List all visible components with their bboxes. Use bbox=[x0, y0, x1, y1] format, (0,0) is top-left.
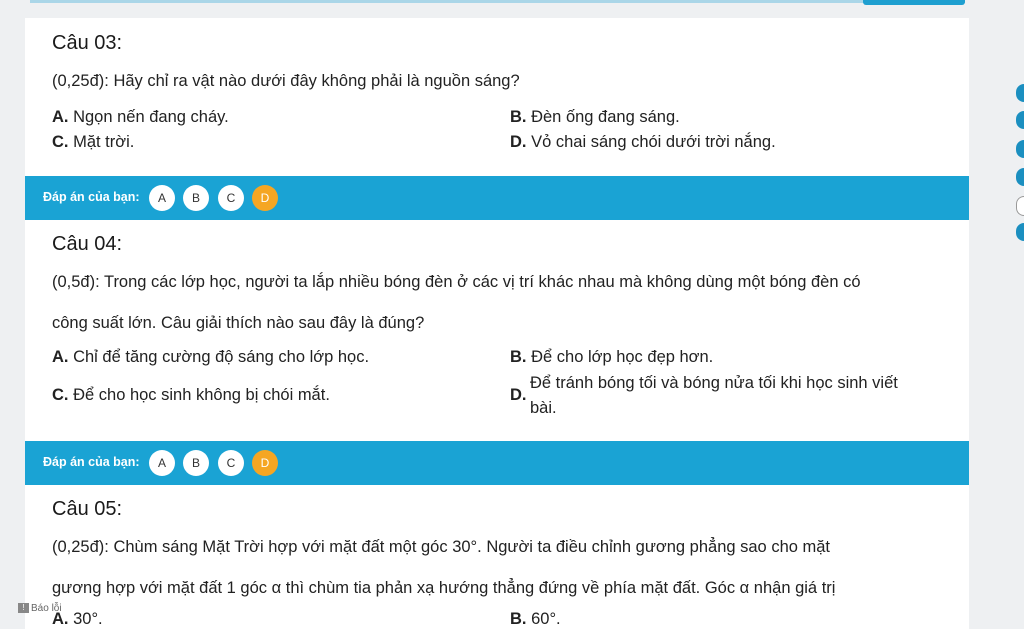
question-text: (0,25đ): Hãy chỉ ra vật nào dưới đây không phải là nguồn sáng? bbox=[52, 72, 520, 90]
choice-c[interactable]: C bbox=[218, 450, 244, 476]
question-title: Câu 04: bbox=[52, 233, 123, 255]
choice-a[interactable]: A bbox=[149, 185, 175, 211]
nav-dot-6[interactable] bbox=[1016, 223, 1024, 241]
question-card-05 bbox=[25, 485, 969, 629]
option-d-text-line1: Để tránh bóng tối và bóng nửa tối khi học sinh viết bbox=[530, 374, 898, 392]
question-text-line1: (0,5đ): Trong các lớp học, người ta lắp nhiều bóng đèn ở các vị trí khác nhau mà không dùng một bóng đèn có bbox=[52, 273, 861, 291]
choice-b[interactable]: B bbox=[183, 450, 209, 476]
choice-b[interactable]: B bbox=[183, 185, 209, 211]
alert-icon: ! bbox=[18, 603, 29, 613]
choice-c[interactable]: C bbox=[218, 185, 244, 211]
nav-dot-4[interactable] bbox=[1016, 168, 1024, 186]
question-text-line2: gương hợp với mặt đất 1 góc α thì chùm tia phản xạ hướng thẳng đứng về phía mặt đất. Góc α nhận giá trị bbox=[52, 579, 836, 597]
question-text-line2: công suất lớn. Câu giải thích nào sau đây là đúng? bbox=[52, 314, 425, 332]
option-a: A. Chỉ để tăng cường độ sáng cho lớp học. bbox=[52, 348, 370, 366]
report-error-link[interactable] bbox=[18, 603, 62, 614]
option-b: B. 60°. bbox=[510, 610, 561, 628]
option-d: D. Vỏ chai sáng chói dưới trời nắng. bbox=[510, 133, 776, 151]
option-b: B. Đèn ống đang sáng. bbox=[510, 108, 680, 126]
top-edge bbox=[0, 0, 1024, 4]
option-b: B. Để cho lớp học đẹp hơn. bbox=[510, 348, 714, 366]
question-card-04 bbox=[25, 220, 969, 441]
question-card-03 bbox=[25, 18, 969, 176]
option-c: C. Mặt trời. bbox=[52, 133, 135, 151]
question-text-line1: (0,25đ): Chùm sáng Mặt Trời hợp với mặt đất một góc 30°. Người ta điều chỉnh gương phẳng sao cho mặt bbox=[52, 538, 831, 556]
choice-d-selected[interactable]: D bbox=[252, 185, 278, 211]
option-a: A. Ngọn nến đang cháy. bbox=[52, 108, 229, 126]
nav-dot-3[interactable] bbox=[1016, 140, 1024, 158]
choice-d-selected[interactable]: D bbox=[252, 450, 278, 476]
choice-a[interactable]: A bbox=[149, 450, 175, 476]
report-label: Báo lỗi bbox=[31, 603, 62, 614]
answer-bar-03 bbox=[25, 176, 969, 220]
option-a: A. 30°. bbox=[52, 610, 103, 628]
top-button[interactable] bbox=[863, 0, 965, 5]
question-title: Câu 03: bbox=[52, 32, 123, 54]
question-title: Câu 05: bbox=[52, 498, 123, 520]
option-d-text-line2: bài. bbox=[530, 399, 557, 417]
answer-label: Đáp án của bạn: bbox=[43, 455, 140, 469]
answer-bar-04 bbox=[25, 441, 969, 485]
nav-dot-2[interactable] bbox=[1016, 111, 1024, 129]
nav-dot-5[interactable] bbox=[1016, 196, 1024, 216]
top-progress-line bbox=[30, 0, 965, 3]
answer-label: Đáp án của bạn: bbox=[43, 190, 140, 204]
option-c: C. Để cho học sinh không bị chói mắt. bbox=[52, 386, 330, 404]
option-d-letter: D. bbox=[510, 386, 527, 404]
nav-dot-1[interactable] bbox=[1016, 84, 1024, 102]
